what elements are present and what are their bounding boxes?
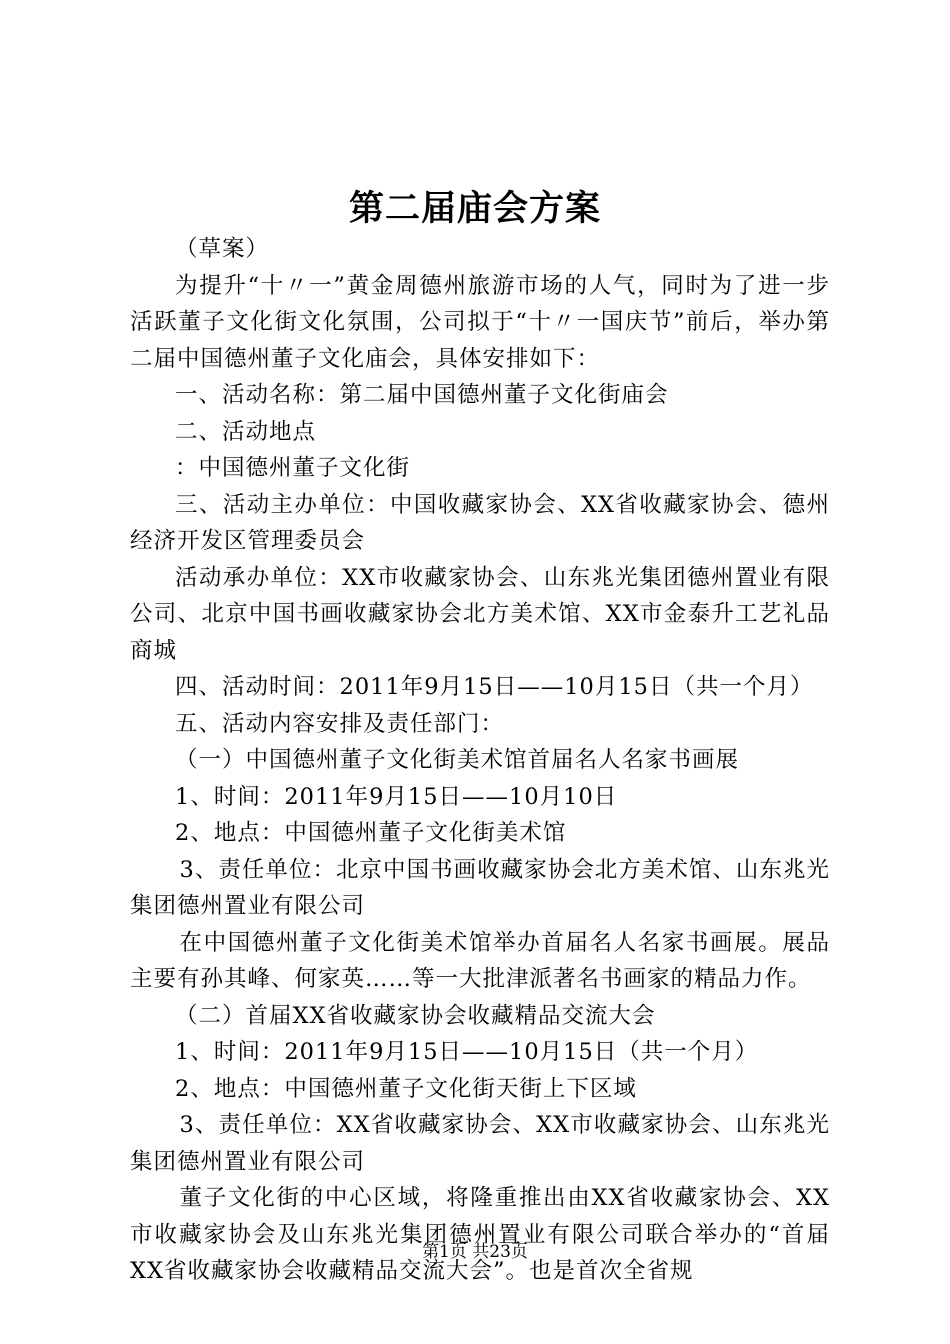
paragraph-section-one-time: 1、时间：2011年9月15日——10月10日 <box>175 783 618 810</box>
paragraph-section-two-description: 董子文化街的中心区域，将隆重推出由XX省收藏家协会、XX市收藏家协会及山东兆光集团德州置业有限公司联合举办的“首届XX省收藏家协会收藏精品交流大会”。也是首次全省规 <box>130 1185 830 1284</box>
paragraph-event-time: 四、活动时间：2011年9月15日——10月15日（共一个月） <box>175 674 814 700</box>
paragraph-event-location-heading: 二、活动地点 <box>175 418 317 445</box>
paragraph-organizers: 三、活动主办单位：中国收藏家协会、XX省收藏家协会、德州经济开发区管理委员会 <box>130 491 830 554</box>
paragraph-content-heading: 五、活动内容安排及责任部门： <box>175 710 505 737</box>
paragraph-co-organizers: 活动承办单位：XX市收藏家协会、山东兆光集团德州置业有限公司、北京中国书画收藏家协会北方美术馆、XX市金泰升工艺礼品商城 <box>130 564 830 664</box>
document-body <box>130 231 830 1290</box>
paragraph-section-one-responsible: 3、责任单位：北京中国书画收藏家协会北方美术馆、山东兆光集团德州置业有限公司 <box>130 856 830 919</box>
paragraph-section-two-responsible: 3、责任单位：XX省收藏家协会、XX市收藏家协会、山东兆光集团德州置业有限公司 <box>130 1112 830 1175</box>
page-title: 第二届庙会方案 <box>348 188 601 229</box>
paragraph-section-two-time: 1、时间：2011年9月15日——10月15日（共一个月） <box>175 1039 759 1065</box>
page-number: 第1页 共23页 <box>422 1242 528 1262</box>
paragraph-draft-note: （草案） <box>175 236 270 262</box>
paragraph-section-two-location: 2、地点：中国德州董子文化街天街上下区域 <box>175 1075 637 1102</box>
paragraph-section-two-title: （二）首届XX省收藏家协会收藏精品交流大会 <box>175 1002 656 1029</box>
paragraph-section-one-location: 2、地点：中国德州董子文化街美术馆 <box>175 820 567 846</box>
paragraph-section-one-description: 在中国德州董子文化街美术馆举办首届名人名家书画展。展品主要有孙其峰、何家英……等一大批津派著名书画家的精品力作。 <box>130 929 830 992</box>
paragraph-section-one-title: （一）中国德州董子文化街美术馆首届名人名家书画展 <box>175 747 740 773</box>
paragraph-intro: 为提升“十〃一”黄金周德州旅游市场的人气，同时为了进一步活跃董子文化街文化氛围，公司拟于“十〃一国庆节”前后，举办第二届中国德州董子文化庙会，具体安排如下： <box>130 272 830 372</box>
paragraph-event-location: ：中国德州董子文化街 <box>175 455 411 481</box>
paragraph-event-name: 一、活动名称：第二届中国德州董子文化街庙会 <box>175 382 669 408</box>
